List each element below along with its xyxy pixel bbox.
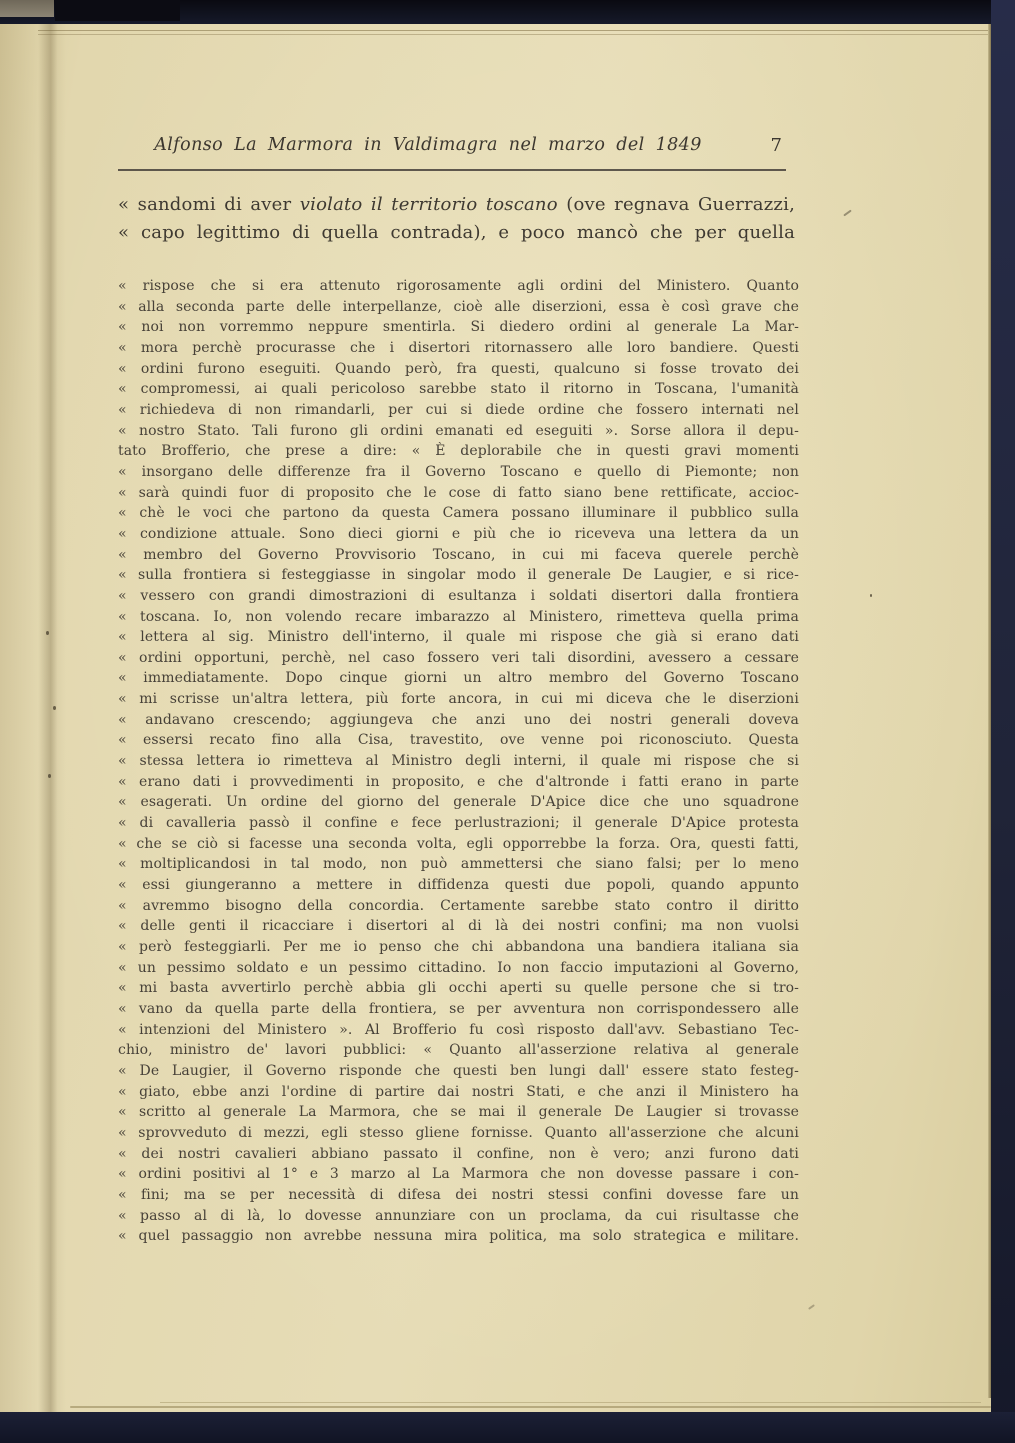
footnote-line: « quel passaggio non avrebbe nessuna mira politica, ma solo strategica e militare. [118,1228,799,1245]
footnote-line: « un pessimo soldato e un pessimo cittadino. Io non faccio imputazioni al Governo, [118,959,799,976]
footnote-line: « erano dati i provvedimenti in proposito, e che d'altronde i fatti erano in parte [118,773,799,790]
ink-speck [46,631,49,635]
footnote-line: « andavano crescendo; aggiungeva che anzi uno dei nostri generali doveva [118,711,799,728]
footnote-line: « intenzioni del Ministero ». Al Brofferio fu così risposto dall'avv. Sebastiano Tec- [118,1021,799,1038]
footnote-line: « giato, ebbe anzi l'ordine di partire dai nostri Stati, e che anzi il Ministero ha [118,1083,799,1100]
footnote-line: « ordini opportuni, perchè, nel caso fossero veri tali disordini, avessero a cessare [118,649,799,666]
page-top-edge-line [38,34,988,35]
footnote-line: chio, ministro de' lavori pubblici: « Quanto all'asserzione relativa al generale [118,1042,799,1059]
footnote-block [118,276,799,1247]
footnote-line: « dei nostri cavalieri abbiano passato il confine, non è vero; anzi furono dati [118,1145,799,1162]
ink-speck [53,706,56,710]
footnote-line: « stessa lettera io rimetteva al Ministro degli interni, il quale mi rispose che si [118,753,799,770]
footnote-line: « insorgano delle differenze fra il Governo Toscano e quello di Piemonte; non [118,463,799,480]
footnote-line: « sulla frontiera si festeggiasse in singolar modo il generale De Laugier, e si rice- [118,567,799,584]
footnote-line: « De Laugier, il Governo risponde che questi ben lungi dall' essere stato festeg- [118,1062,799,1079]
running-header-title: Alfonso La Marmora in Valdimagra nel marzo del 1849 [154,135,702,155]
footnote-line: « nostro Stato. Tali furono gli ordini emanati ed eseguiti ». Sorse allora il depu- [118,422,799,439]
scan-background-right [991,0,1015,1443]
footnote-line: « essi giungeranno a mettere in diffidenza questi due popoli, quando appunto [118,877,799,894]
footnote-line: « vessero con grandi dimostrazioni di esultanza i soldati disertori dalla frontiera [118,587,799,604]
ink-speck [48,774,51,778]
footnote-line: « membro del Governo Provvisorio Toscano, in cui mi faceva querele perchè [118,546,799,563]
page-stack-top-edge [0,0,54,17]
gutter-shadow [0,24,40,1412]
scan-dark-clamp [55,0,180,21]
scan-background-bottom [0,1412,1015,1443]
footnote-line: « fini; ma se per necessità di difesa dei nostri stessi confini dovesse fare un [118,1186,799,1203]
book-page [0,24,991,1412]
footnote-line: « rispose che si era attenuto rigorosamente agli ordini del Ministero. Quanto [118,278,799,294]
footnote-line: « alla seconda parte delle interpellanze, cioè alle diserzioni, essa è così grave che [118,298,799,315]
header-rule [118,169,786,171]
footnote-line: « condizione attuale. Sono dieci giorni e più che io riceveva una lettera da un [118,525,799,542]
footnote-line: « ordini positivi al 1° e 3 marzo al La Marmora che non dovesse passare i con- [118,1166,799,1183]
main-paragraph [118,191,795,247]
footnote-line: « moltiplicandosi in tal modo, non può ammettersi che siano falsi; per lo meno [118,856,799,873]
footnote-line: « delle genti il ricacciare i disertori al di là dei nostri confini; ma non vuolsi [118,918,799,935]
page-bottom-edge-line [160,1402,981,1403]
main-paragraph-line: « capo legittimo di quella contrada), e poco mancò che per quella [118,222,795,243]
footnote-line: tato Brofferio, che prese a dire: « È deplorabile che in questi gravi momenti [118,443,799,460]
footnote-line: « compromessi, ai quali pericoloso sarebbe stato il ritorno in Toscana, l'umanità [118,381,799,398]
running-header [118,135,786,161]
footnote-line: « mi basta avvertirlo perchè abbia gli occhi aperti su quelle persone che si tro- [118,980,799,997]
footnote-line: « vano da quella parte della frontiera, se per avventura non corrispondessero alle [118,1000,799,1017]
main-paragraph-line [118,191,795,219]
footnote-line: « immediatamente. Dopo cinque giorni un altro membro del Governo Toscano [118,670,799,687]
ink-speck [870,594,872,597]
footnote-line: « scritto al generale La Marmora, che se mai il generale De Laugier si trovasse [118,1104,799,1121]
footnote-line: « mora perchè procurasse che i disertori ritornassero alle loro bandiere. Questi [118,339,799,356]
footnote-line: « ordini furono eseguiti. Quando però, fra questi, qualcuno si fosse trovato dei [118,360,799,377]
footnote-line: « chè le voci che partono da questa Camera possano illuminare il pubblico sulla [118,505,799,522]
footnote-line: « avremmo bisogno della concordia. Certamente sarebbe stato contro il diritto [118,897,799,914]
main-text: (ove regnava Guerrazzi, [557,194,795,215]
binding-crease [38,24,66,1412]
footnote-line: « passo al di là, lo dovesse annunziare con un proclama, da cui risultasse che [118,1207,799,1224]
footnote-line: « mi scrisse un'altra lettera, più forte ancora, in cui mi diceva che le diserzioni [118,691,799,708]
footnote-line: « però festeggiarli. Per me io penso che chi abbandona una bandiera italiana sia [118,939,799,955]
footnote-line: « richiedeva di non rimandarli, per cui si diede ordine che fossero internati nel [118,401,799,418]
page-right-edge [988,24,991,1398]
footnote-line: « sprovveduto di mezzi, egli stesso gliene fornisse. Quanto all'asserzione che alcuni [118,1124,799,1141]
footnote-line: « che se ciò si facesse una seconda volta, egli opporrebbe la forza. Ora, questi fatti, [118,835,799,852]
footnote-line: « toscana. Io, non volendo recare imbarazzo al Ministero, rimetteva quella prima [118,608,799,625]
page-bottom-edge [70,1406,991,1408]
page-number: 7 [770,135,782,156]
footnote-line: « sarà quindi fuor di proposito che le cose di fatto siano bene rettificate, accioc- [118,484,799,501]
footnote-line: « di cavalleria passò il confine e fece perlustrazioni; il generale D'Apice protesta [118,815,799,832]
pen-mark [843,210,852,217]
page-top-edge-line [38,30,988,31]
footnote-line: « lettera al sig. Ministro dell'interno, il quale mi rispose che già si erano dati [118,629,799,646]
footnote-line: « noi non vorremmo neppure smentirla. Si diedero ordini al generale La Mar- [118,319,799,336]
footnote-line: « essersi recato fino alla Cisa, travestito, ove venne poi riconosciuto. Questa [118,732,799,749]
main-text: « sandomi di aver [118,194,300,215]
footnote-line: « esagerati. Un ordine del giorno del generale D'Apice dice che uno squadrone [118,794,799,811]
pen-mark [808,1304,815,1310]
main-text-italic: violato il territorio toscano [299,194,558,215]
